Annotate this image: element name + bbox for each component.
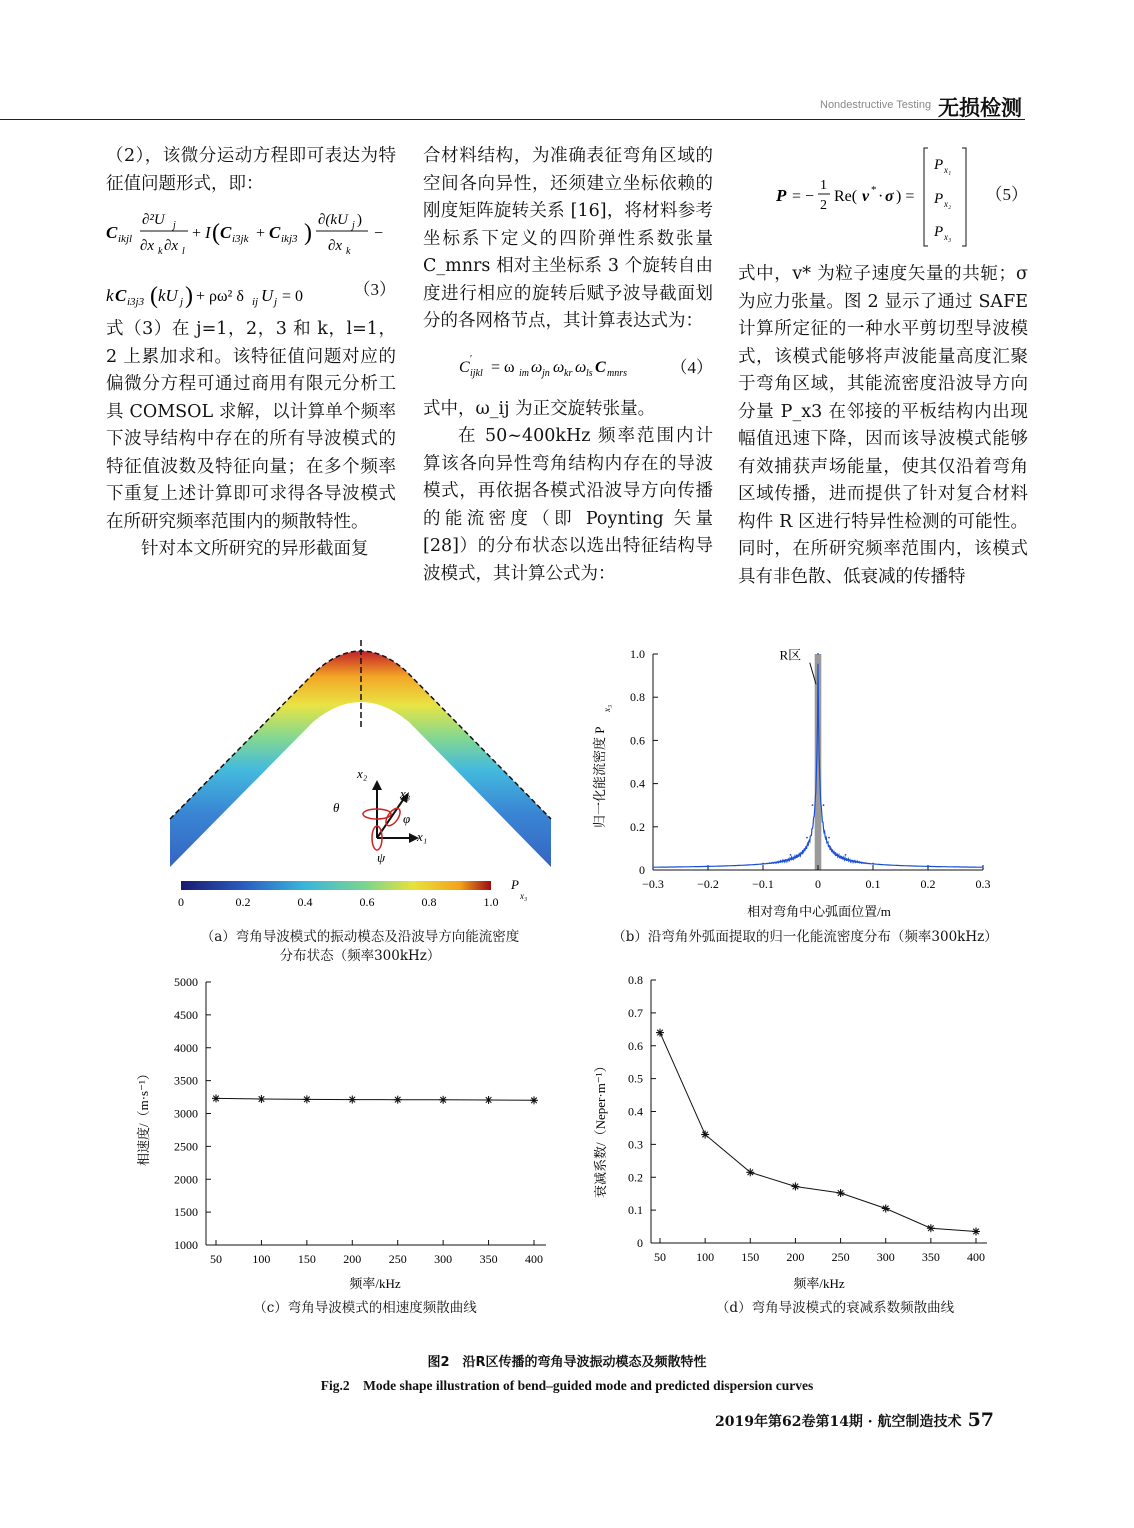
page-footer: [715, 1409, 994, 1431]
svg-text:mnrs: mnrs: [607, 367, 628, 379]
phase-velocity-point: [212, 1094, 220, 1102]
svg-text:ls: ls: [586, 367, 593, 379]
svg-text:′: ′: [470, 353, 473, 365]
svg-text:∂²U: ∂²U: [142, 212, 165, 228]
chart-b-xlabel: 相对弯角中心弧面位置/m: [747, 904, 891, 919]
svg-text:C: C: [595, 358, 606, 376]
chart-c-ytick-label: 1000: [174, 1238, 198, 1252]
svg-text:∂x: ∂x: [140, 238, 155, 254]
figure-2b: [590, 640, 1000, 925]
colorbar-tick: 0: [178, 895, 184, 909]
chart-d-xtick-label: 200: [786, 1250, 805, 1264]
chart-b-ytick-label: 0.4: [630, 776, 645, 791]
energy-density-point: [652, 868, 654, 870]
colorbar-tick: 0.4: [297, 895, 313, 909]
energy-density-point: [812, 804, 814, 806]
attenuation-point: [972, 1227, 980, 1235]
svg-text:i3jk: i3jk: [232, 233, 249, 245]
svg-text:) =: ) =: [896, 188, 915, 205]
text-column-2: [423, 143, 713, 588]
page-number: 57: [967, 1409, 995, 1431]
chart-d-ylabel: 衰减系数/（Neper·m⁻¹）: [593, 1059, 608, 1198]
svg-text:x₁: x₁: [944, 165, 952, 175]
svg-text:2: 2: [820, 198, 827, 213]
chart-b-xtick-label: 0.1: [865, 877, 881, 891]
svg-text:j: j: [180, 296, 184, 308]
attenuation-point: [791, 1182, 799, 1190]
figure-title-cn: 图2 沿R区传播的弯角导波振动模态及频散特性: [427, 1355, 707, 1370]
chart-b-xtick-label: 0.2: [920, 877, 936, 891]
chart-c-ytick-label: 5000: [174, 975, 198, 989]
chart-c-xtick-label: 150: [297, 1252, 316, 1266]
colorbar-tick: 0.8: [421, 895, 437, 909]
svg-text:= 0: = 0: [282, 288, 304, 305]
colorbar-ticks: [178, 895, 499, 909]
svg-text:*: *: [871, 184, 877, 196]
svg-text:C: C: [106, 223, 118, 242]
chart-c-xlabel: 频率/kHz: [349, 1276, 401, 1291]
equation-4: [423, 336, 713, 396]
svg-text:∂x: ∂x: [328, 238, 343, 254]
figure-2c-svg: [130, 970, 550, 1295]
svg-text:): ): [304, 220, 312, 246]
chart-c-xtick-label: 200: [343, 1252, 362, 1266]
svg-text:ω: ω: [531, 358, 543, 376]
equation-3-number: （3）: [353, 280, 396, 299]
svg-text:j: j: [352, 220, 355, 231]
col3-para-1: 式中，v* 为粒子速度矢量的共轭；σ 为应力张量。图 2 显示了通过 SAFE 计算所定征的一种水平剪切型导波模式，该模式能够将声波能量高度汇聚于弯角区域，其能流密度沿波导方向分量 P_x3 在邻接的平板结构内出现幅值迅速下降，因而该导波模式能够有效捕获声场能量，使其仅沿着弯角区域传播，进而提供了针对复合材料构件 R 区进行特异性检测的可能性。同时，在所研究频率范围内，该模式具有非色散、低衰减的传播特: [738, 264, 1028, 587]
svg-text:k: k: [346, 246, 351, 257]
chart-c-xtick-label: 400: [525, 1252, 543, 1266]
text-column-3: [738, 143, 1028, 591]
svg-text:l: l: [182, 246, 185, 257]
chart-c-ytick-label: 3000: [174, 1106, 198, 1121]
svg-text:−: −: [374, 225, 384, 242]
svg-text:P: P: [934, 191, 944, 207]
text-column-1: [106, 143, 396, 564]
journal-name-en: Nondestructive Testing: [820, 99, 932, 111]
svg-text:(: (: [212, 220, 220, 246]
footer-text: 2019年第62卷第14期 · 航空制造技术: [715, 1414, 962, 1430]
energy-density-point: [707, 867, 709, 869]
caption-2d: （d）弯角导波模式的衰减系数频散曲线: [715, 1300, 955, 1316]
caption-2a-line1: （a）弯角导波模式的振动模态及沿波导方向能流密度: [200, 929, 520, 945]
energy-density-point: [828, 837, 830, 839]
svg-text:+: +: [256, 225, 266, 242]
col1-para-1: （2），该微分运动方程即可表达为特征值问题形式，即：: [106, 146, 396, 194]
energy-density-point: [927, 867, 929, 869]
equation-5-number: （5）: [985, 185, 1028, 204]
phase-velocity-point: [257, 1095, 265, 1103]
equation-4-svg: [423, 336, 713, 396]
svg-text:i3j3: i3j3: [127, 296, 145, 308]
svg-text:C: C: [220, 223, 232, 242]
energy-density-point: [762, 863, 764, 865]
svg-text:kr: kr: [564, 367, 573, 379]
chart-d-ytick-label: 0.3: [628, 1137, 643, 1152]
col1-para-3: 针对本文所研究的异形截面复: [141, 539, 369, 559]
svg-text:+: +: [192, 225, 202, 242]
chart-c-ytick-label: 1500: [174, 1205, 198, 1220]
chart-d-ytick-label: 0.5: [628, 1071, 643, 1086]
figure-2c: [130, 970, 550, 1295]
attenuation-point: [927, 1224, 935, 1232]
chart-d-xtick-label: 100: [696, 1250, 715, 1264]
colorbar-label-sub: x₃: [520, 891, 528, 901]
svg-text:∂(kU: ∂(kU: [318, 212, 348, 228]
colorbar-label: P: [511, 877, 519, 892]
svg-text:I: I: [205, 223, 211, 242]
energy-density-point: [845, 854, 847, 856]
svg-text:kU: kU: [158, 286, 178, 305]
chart-c-xtick-label: 350: [479, 1252, 498, 1266]
chart-b-ytick-label: 0.8: [630, 690, 645, 705]
svg-text:x₂: x₂: [944, 199, 952, 209]
chart-c-xtick-label: 300: [434, 1252, 453, 1266]
figure-2d: [585, 970, 1005, 1295]
svg-text:∂x: ∂x: [164, 238, 179, 254]
attenuation-point: [837, 1189, 845, 1197]
phase-velocity-point: [530, 1096, 538, 1104]
svg-text:jn: jn: [542, 367, 550, 379]
caption-2c: （c）弯角导波模式的相速度频散曲线: [253, 1300, 477, 1316]
colorbar-tick: 0.2: [235, 895, 251, 909]
col1-para-2: 式（3）在 j=1，2，3 和 k，l=1，2 上累加求和。该特征值问题对应的偏微分方程可通过商用有限元分析工具 COMSOL 求解，以计算单个频率下波导结构中存在的所有导波模式的特征值波数及特征向量；在多个频率下重复上述计算即可求得各导波模式在所研究频率范围内的频散特性。: [106, 319, 396, 532]
svg-text:im: im: [519, 367, 529, 379]
colorbar-tick: 0.6: [359, 895, 375, 909]
energy-density-point: [982, 868, 984, 870]
header-rule: [0, 119, 1025, 120]
svg-text:v: v: [862, 188, 870, 205]
attenuation-point: [882, 1204, 890, 1212]
figure-2a-svg: [165, 632, 555, 912]
chart-d-xtick-label: 350: [921, 1250, 940, 1264]
chart-d-xtick-label: 50: [654, 1250, 666, 1264]
axis-phi-label: φ: [403, 811, 411, 826]
caption-2a: [165, 928, 555, 966]
energy-density-point: [823, 804, 825, 806]
equation-5: [738, 143, 1028, 261]
chart-c-xtick-label: 100: [252, 1252, 271, 1266]
svg-text:k: k: [158, 246, 163, 257]
svg-text:1: 1: [820, 178, 827, 193]
axis-theta-label: θ: [333, 800, 340, 815]
svg-text:j: j: [274, 296, 278, 308]
svg-text:C: C: [459, 358, 470, 376]
phase-velocity-point: [348, 1096, 356, 1104]
energy-density-point: [790, 854, 792, 856]
figure-title-en: Fig.2 Mode shape illustration of bend–guided mode and predicted dispersion curves: [320, 1378, 814, 1393]
svg-text:(: (: [150, 283, 158, 309]
svg-text:P: P: [934, 224, 944, 240]
bend-section: [170, 651, 551, 867]
svg-text:j: j: [173, 220, 176, 231]
chart-c-ylabel: 相速度/（m·s⁻¹）: [136, 1067, 151, 1166]
energy-density-point: [817, 653, 819, 655]
chart-c-ytick-label: 2000: [174, 1172, 198, 1187]
svg-text:C: C: [115, 286, 127, 305]
phase-velocity-point: [394, 1096, 402, 1104]
phase-velocity-point: [439, 1096, 447, 1104]
figure-2d-svg: [585, 970, 1005, 1295]
equation-5-svg: [738, 143, 1028, 253]
chart-d-ytick-label: 0: [637, 1236, 643, 1250]
svg-text:P: P: [934, 157, 944, 173]
chart-c-ytick-label: 2500: [174, 1139, 198, 1154]
svg-text:ω: ω: [553, 358, 565, 376]
col2-para-3: 在 50~400kHz 频率范围内计算该各向异性弯角结构内存在的导波模式，再依据各模式沿波导方向传播的能流密度（即 Poynting 矢量 [28]）的分布状态以选出特征结构导波模式，其计算公式为：: [423, 426, 713, 584]
chart-b-xtick-label: −0.3: [642, 877, 664, 891]
svg-text:Re(: Re(: [834, 188, 858, 205]
chart-b-ylabel: 归一化能流密度 P: [592, 726, 607, 828]
chart-b-xtick-label: 0: [815, 877, 821, 891]
chart-b-xtick-label: −0.1: [752, 877, 774, 891]
chart-d-xtick-label: 250: [831, 1250, 850, 1264]
chart-b-ytick-label: 1.0: [630, 647, 645, 661]
axis-x3-label: x₃: [400, 786, 411, 801]
svg-text:): ): [357, 212, 362, 228]
chart-c-ytick-label: 4000: [174, 1040, 198, 1055]
energy-density-point: [872, 863, 874, 865]
svg-text:σ: σ: [885, 188, 894, 205]
svg-text:ikj3: ikj3: [281, 233, 298, 245]
coordinate-axes: [333, 766, 427, 865]
svg-text:ikjl: ikjl: [118, 233, 133, 245]
svg-text:ω: ω: [575, 358, 587, 376]
caption-2b: （b）沿弯角外弧面提取的归一化能流密度分布（频率300kHz）: [612, 929, 998, 945]
attenuation-point: [656, 1029, 664, 1037]
chart-c-ytick-label: 3500: [174, 1073, 198, 1088]
svg-text:ijkl: ijkl: [470, 367, 483, 379]
chart-c-ytick-label: 4500: [174, 1007, 198, 1022]
colorbar: [181, 881, 491, 890]
svg-text:= ω: = ω: [491, 358, 515, 376]
svg-text:·: ·: [878, 188, 884, 205]
phase-velocity-point: [485, 1096, 493, 1104]
energy-density-point: [806, 837, 808, 839]
r-zone-label: R区: [779, 647, 802, 663]
chart-d-xtick-label: 300: [876, 1250, 895, 1264]
col2-para-2: 式中，ω_ij 为正交旋转张量。: [423, 398, 656, 419]
chart-b-xtick-label: 0.3: [975, 877, 991, 891]
axis-x1-label: x₁: [417, 829, 428, 844]
phase-velocity-point: [303, 1095, 311, 1103]
chart-d-xtick-label: 150: [741, 1250, 760, 1264]
figure-2a: [165, 632, 555, 912]
equation-3-svg: [106, 198, 396, 316]
svg-text:= −: = −: [792, 188, 815, 205]
figure-2b-svg: [590, 640, 1000, 925]
svg-text:ij: ij: [252, 296, 259, 308]
chart-b-xtick-label: −0.2: [697, 877, 719, 891]
chart-b-ytick-label: 0.6: [630, 733, 645, 748]
chart-c-xtick-label: 250: [388, 1252, 407, 1266]
chart-c-xtick-label: 50: [210, 1252, 222, 1266]
chart-b-ytick-label: 0.2: [630, 819, 645, 834]
chart-b-ylabel-sub: x₃: [602, 704, 612, 712]
svg-text:x₃: x₃: [944, 232, 952, 242]
journal-name-cn: 无损检测: [938, 96, 1022, 120]
chart-d-ytick-label: 0.8: [628, 973, 643, 987]
svg-text:): ): [185, 283, 193, 309]
equation-3: [106, 198, 396, 316]
svg-text:P: P: [776, 186, 787, 205]
col2-para-1: 合材料结构，为准确表征弯角区域的空间各向异性，还须建立坐标依赖的刚度矩阵旋转关系 [16]，将材料参考坐标系下定义的四阶弹性系数张量 C_mnrs 相对主坐标系 3 个旋转自由度进行相应的旋转后赋予波导截面划分的各网格节点，其计算表达式为：: [423, 146, 713, 331]
svg-text:+ ρω² δ: + ρω² δ: [196, 288, 244, 305]
chart-d-ytick-label: 0.4: [628, 1104, 643, 1119]
axis-x2-label: x₂: [357, 766, 368, 781]
chart-b-ytick-label: 0: [639, 863, 645, 877]
chart-d-ytick-label: 0.2: [628, 1170, 643, 1185]
svg-text:C: C: [269, 223, 281, 242]
svg-text:k: k: [106, 286, 114, 305]
chart-d-ytick-label: 0.7: [628, 1005, 643, 1020]
chart-d-ytick-label: 0.6: [628, 1038, 643, 1053]
colorbar-tick: 1.0: [483, 895, 499, 909]
caption-2a-line2: 分布状态（频率300kHz）: [279, 948, 441, 964]
chart-d-ytick-label: 0.1: [628, 1203, 643, 1218]
axis-psi-label: ψ: [377, 850, 386, 865]
chart-d-xlabel: 频率/kHz: [793, 1276, 845, 1291]
equation-4-number: （4）: [670, 357, 713, 377]
chart-d-xtick-label: 400: [967, 1250, 985, 1264]
svg-text:U: U: [261, 286, 274, 305]
